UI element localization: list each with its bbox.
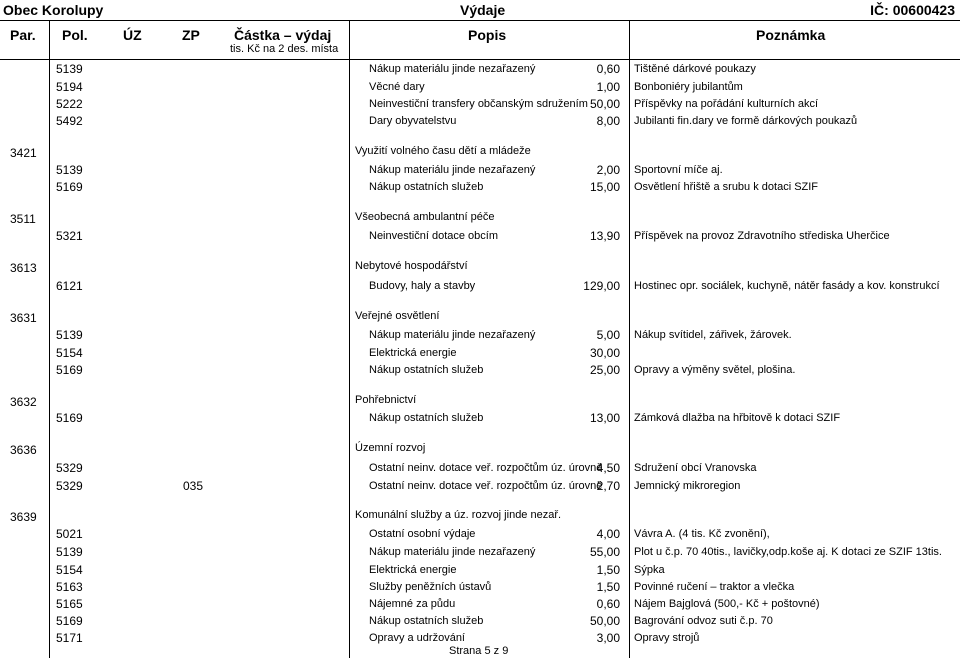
pol-cell: 5194	[56, 80, 83, 94]
amount-cell: 5,00	[596, 328, 620, 342]
amount-cell: 0,60	[596, 597, 620, 611]
amount-cell: 8,00	[596, 114, 620, 128]
popis-cell: Nákup materiálu jinde nezařazený	[369, 546, 536, 558]
amount-cell: 2,00	[596, 163, 620, 177]
poznamka-cell: Nákup svítidel, zářivek, žárovek.	[634, 329, 792, 341]
par-cell: 3421	[10, 146, 37, 160]
poznamka-cell: Hostinec opr. sociálek, kuchyně, nátěr fasády a kov. konstrukcí	[634, 280, 940, 292]
header-castka: Částka – výdaj	[234, 27, 332, 43]
amount-cell: 1,50	[596, 563, 620, 577]
popis-cell: Ostatní neinv. dotace veř. rozpočtům úz. úrovně	[369, 462, 603, 474]
popis-cell: Nákup ostatních služeb	[369, 412, 484, 424]
pol-cell: 5492	[56, 114, 83, 128]
amount-cell: 50,00	[589, 97, 620, 111]
poznamka-cell: Jubilanti fin.dary ve formě dárkových poukazů	[634, 115, 858, 127]
popis-cell: Elektrická energie	[369, 347, 457, 359]
poznamka-cell: Příspěvky na pořádání kulturních akcí	[634, 98, 819, 110]
popis-cell: Nákup ostatních služeb	[369, 181, 484, 193]
ico-label: IČ: 00600423	[870, 2, 955, 18]
amount-cell: 25,00	[589, 363, 620, 377]
header-zp: ZP	[182, 27, 200, 43]
document-title: Výdaje	[460, 2, 506, 18]
poznamka-cell: Zámková dlažba na hřbitově k dotaci SZIF	[634, 412, 841, 424]
poznamka-cell: Sdružení obcí Vranovska	[634, 462, 757, 474]
pol-cell: 5222	[56, 97, 83, 111]
amount-cell: 50,00	[589, 614, 620, 628]
popis-cell: Nebytové hospodářství	[355, 260, 468, 272]
par-cell: 3639	[10, 510, 37, 524]
header-castka-sub: tis. Kč na 2 des. místa	[230, 43, 339, 55]
popis-cell: Územní rozvoj	[355, 442, 426, 454]
poznamka-cell: Tištěné dárkové poukazy	[634, 63, 756, 75]
popis-cell: Služby peněžních ústavů	[369, 581, 492, 593]
poznamka-cell: Bonboniéry jubilantům	[634, 81, 743, 93]
pol-cell: 5169	[56, 363, 83, 377]
popis-cell: Nákup materiálu jinde nezařazený	[369, 63, 536, 75]
poznamka-cell: Bagrování odvoz suti č.p. 70	[634, 615, 773, 627]
pol-cell: 5139	[56, 328, 83, 342]
par-cell: 3613	[10, 261, 37, 275]
popis-cell: Využití volného času dětí a mládeže	[355, 145, 531, 157]
poznamka-cell: Sýpka	[634, 564, 665, 576]
pol-cell: 5139	[56, 545, 83, 559]
pol-cell: 5165	[56, 597, 83, 611]
popis-cell: Nákup ostatních služeb	[369, 615, 484, 627]
pol-cell: 5163	[56, 580, 83, 594]
pol-cell: 5154	[56, 563, 83, 577]
pol-cell: 5154	[56, 346, 83, 360]
header-pol: Pol.	[62, 27, 88, 43]
pol-cell: 5169	[56, 180, 83, 194]
amount-cell: 1,00	[596, 80, 620, 94]
poznamka-cell: Jemnický mikroregion	[634, 480, 741, 492]
poznamka-cell: Opravy a výměny světel, plošina.	[634, 364, 796, 376]
poznamka-cell: Opravy strojů	[634, 632, 700, 644]
amount-cell: 13,00	[589, 411, 620, 425]
pol-cell: 6121	[56, 279, 83, 293]
header-divider	[0, 59, 960, 60]
popis-cell: Neinvestiční dotace obcím	[369, 230, 499, 242]
popis-cell: Nákup materiálu jinde nezařazený	[369, 164, 536, 176]
pol-cell: 5139	[56, 62, 83, 76]
table-header	[0, 21, 960, 55]
poznamka-cell: Nájem Bajglová (500,- Kč + poštovné)	[634, 598, 820, 610]
amount-cell: 15,00	[589, 180, 620, 194]
popis-cell: Budovy, haly a stavby	[369, 280, 476, 292]
amount-cell: 3,00	[596, 631, 620, 645]
column-divider	[49, 21, 50, 658]
title-bar	[0, 0, 960, 21]
header-uz: ÚZ	[123, 27, 142, 43]
amount-cell: 4,00	[596, 527, 620, 541]
pol-cell: 5021	[56, 527, 83, 541]
popis-cell: Elektrická energie	[369, 564, 457, 576]
par-cell: 3511	[10, 212, 36, 226]
amount-cell: 30,00	[589, 346, 620, 360]
popis-cell: Ostatní osobní výdaje	[369, 528, 476, 540]
zp-cell: 035	[183, 479, 204, 493]
amount-cell: 0,60	[596, 62, 620, 76]
municipality-name: Obec Korolupy	[3, 2, 104, 18]
header-poznamka: Poznámka	[756, 27, 826, 43]
column-divider	[629, 21, 630, 658]
column-divider	[349, 21, 350, 658]
popis-cell: Nákup ostatních služeb	[369, 364, 484, 376]
popis-cell: Nájemné za půdu	[369, 598, 456, 610]
popis-cell: Všeobecná ambulantní péče	[355, 211, 495, 223]
pol-cell: 5321	[56, 229, 83, 243]
page-footer: Strana 5 z 9	[449, 645, 509, 657]
amount-cell: 129,00	[583, 279, 620, 293]
poznamka-cell: Povinné ručení – traktor a vlečka	[634, 581, 795, 593]
popis-cell: Veřejné osvětlení	[355, 310, 440, 322]
pol-cell: 5169	[56, 411, 83, 425]
poznamka-cell: Sportovní míče aj.	[634, 164, 723, 176]
popis-cell: Nákup materiálu jinde nezařazený	[369, 329, 536, 341]
amount-cell: 55,00	[589, 545, 620, 559]
amount-cell: 2,70	[596, 479, 620, 493]
poznamka-cell: Plot u č.p. 70 40tis., lavičky,odp.koše aj. K dotaci ze SZIF 13tis.	[634, 546, 942, 558]
popis-cell: Pohřebnictví	[355, 394, 417, 406]
header-par: Par.	[10, 27, 36, 43]
popis-cell: Věcné dary	[369, 81, 425, 93]
popis-cell: Dary obyvatelstvu	[369, 115, 457, 127]
pol-cell: 5329	[56, 479, 83, 493]
popis-cell: Neinvestiční transfery občanským sdružením	[369, 98, 588, 110]
amount-cell: 4,50	[596, 461, 620, 475]
poznamka-cell: Osvětlení hřiště a srubu k dotaci SZIF	[634, 181, 819, 193]
popis-cell: Opravy a udržování	[369, 632, 465, 644]
par-cell: 3632	[10, 395, 37, 409]
amount-cell: 1,50	[596, 580, 620, 594]
poznamka-cell: Příspěvek na provoz Zdravotního střediska Uherčice	[634, 230, 890, 242]
popis-cell: Komunální služby a úz. rozvoj jinde nezař.	[355, 509, 562, 521]
pol-cell: 5329	[56, 461, 83, 475]
pol-cell: 5171	[56, 631, 83, 645]
popis-cell: Ostatní neinv. dotace veř. rozpočtům úz. úrovně	[369, 480, 603, 492]
header-popis: Popis	[468, 27, 507, 43]
par-cell: 3631	[10, 311, 37, 325]
par-cell: 3636	[10, 443, 37, 457]
pol-cell: 5169	[56, 614, 83, 628]
amount-cell: 13,90	[589, 229, 620, 243]
pol-cell: 5139	[56, 163, 83, 177]
poznamka-cell: Vávra A. (4 tis. Kč zvonění),	[634, 528, 770, 540]
